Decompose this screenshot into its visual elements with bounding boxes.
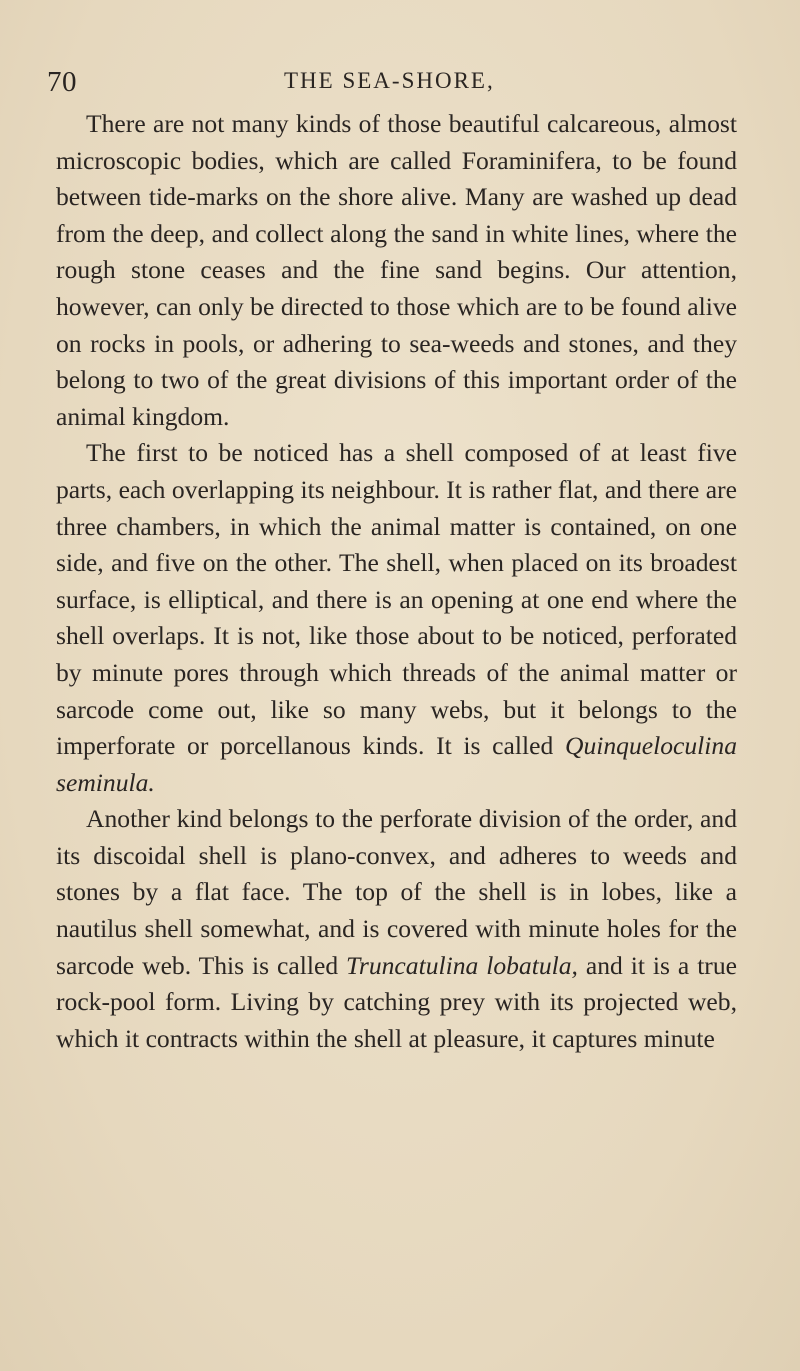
running-head — [47, 66, 747, 106]
paragraph-text: The first to be noticed has a shell composed of at least five parts, each overlapping its neighbour. It is rather flat, and there are three chambers, in which the animal matter is contained, on one side, and five on the other. The shell, when placed on its broadest surface, is elliptical, and there is an opening at one end where the shell overlaps. It is not, like those about to be noticed, perforated by minute pores through which threads of the animal matter or sarcode come out, like so many webs, but it belongs to the imperforate or porcellanous kinds. It is called — [56, 438, 737, 761]
body-text — [56, 106, 737, 1057]
species-name: Truncatulina lobatula, — [346, 950, 578, 980]
page-number: 70 — [47, 66, 77, 98]
paragraph-quinqueloculina — [56, 435, 737, 801]
species-name: Quinqueloculina seminula. — [56, 731, 737, 797]
paragraph-text: There are not many kinds of those beautiful calcareous, almost microscopic bodies, which are called Foraminifera, to be found between tide-marks on the shore alive. Many are washed up dead from the deep, and collect along the sand in white lines, where the rough stone ceases and the fine sand begins. Our attention, however, can only be directed to those which are to be found alive on rocks in pools, or adhering to sea-weeds and stones, and they belong to two of the great divisions of this important order of the animal kingdom. — [56, 109, 737, 431]
paragraph-truncatulina — [56, 801, 737, 1057]
paragraph-text-after: and it is a true rock-pool form. Living by catching prey with its projected web, which it contracts within the shell at pleasure, it captures minute — [56, 950, 737, 1053]
paragraph-foraminifera-intro — [56, 106, 737, 435]
paragraph-text: Another kind belongs to the perforate division of the order, and its discoidal shell is plano-convex, and adheres to weeds and stones by a flat face. The top of the shell is in lobes, like a nautilus shell somewhat, and is covered with minute holes for the sarcode web. This is called — [56, 804, 737, 980]
running-title: THE SEA-SHORE, — [284, 68, 495, 93]
